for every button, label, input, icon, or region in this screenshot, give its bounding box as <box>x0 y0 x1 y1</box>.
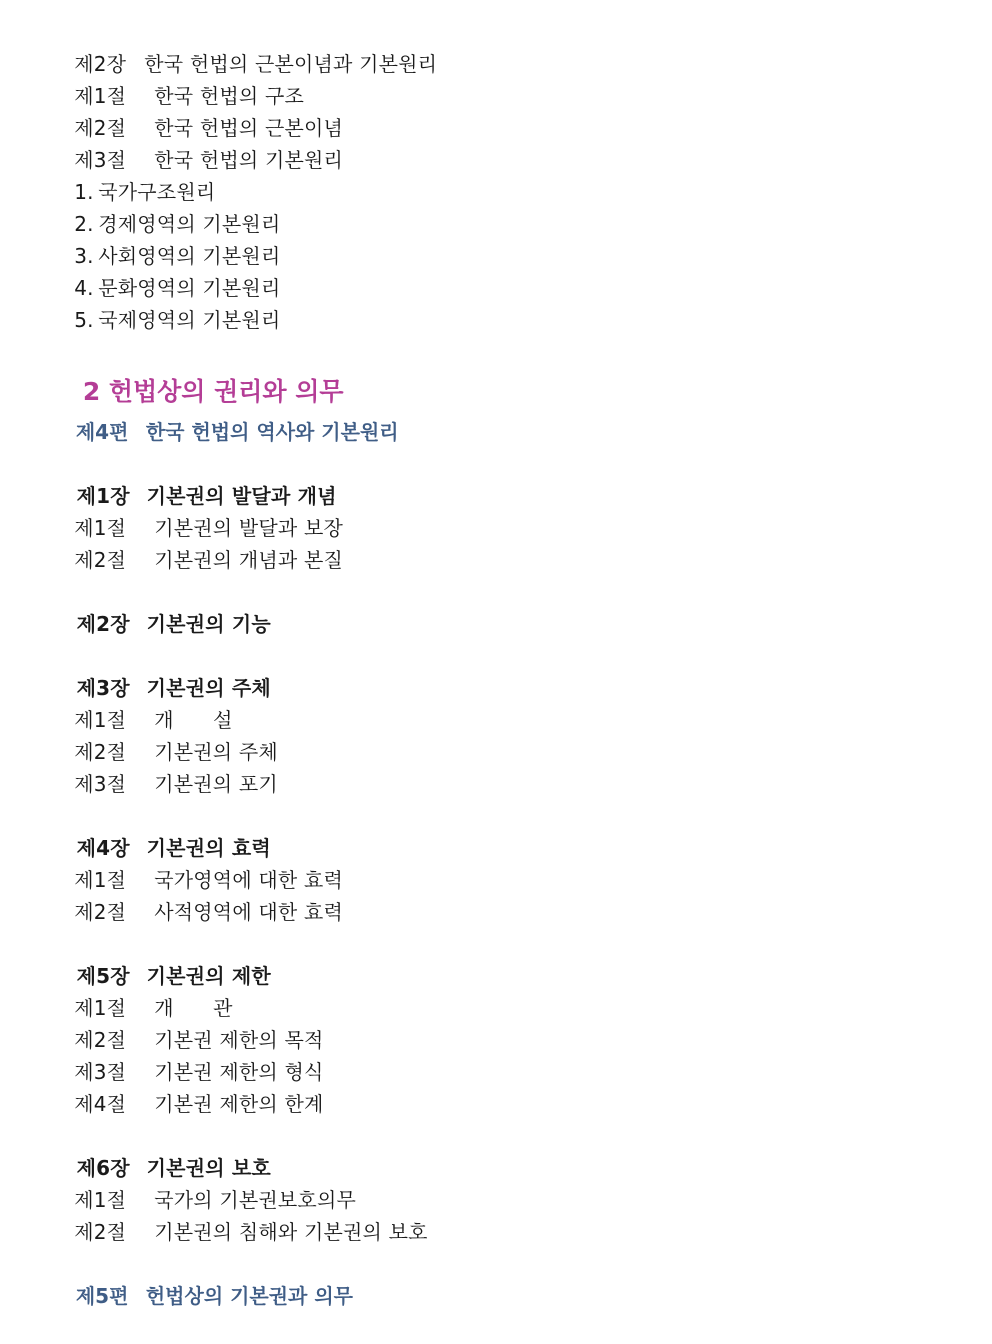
section-title: 한국 헌법의 구조 <box>154 84 304 108</box>
section-title: 기본권 제한의 한계 <box>154 1092 324 1116</box>
section-number: 제1절 <box>74 84 127 108</box>
chapter-heading <box>48 928 948 988</box>
table-of-contents <box>48 16 948 1308</box>
section-number: 제3절 <box>74 1060 127 1084</box>
chapter-title: 한국 헌법의 근본이념과 기본원리 <box>144 52 438 76</box>
list-number: 5. <box>74 308 94 332</box>
list-number: 4. <box>74 276 94 300</box>
list-number: 3. <box>74 244 94 268</box>
section-number: 제1절 <box>74 1188 127 1212</box>
section-title: 기본권의 침해와 기본권의 보호 <box>154 1220 428 1244</box>
big-heading-number: 2 <box>82 377 101 406</box>
chapter-title: 기본권의 보호 <box>146 1156 271 1180</box>
section-number: 제1절 <box>74 868 127 892</box>
section-title: 기본권의 주체 <box>154 740 278 764</box>
section-number: 제2절 <box>74 740 127 764</box>
chapter-title: 기본권의 발달과 개념 <box>146 484 337 508</box>
chapter-number: 제1장 <box>76 484 130 508</box>
section-title: 한국 헌법의 기본원리 <box>154 148 344 172</box>
section-title: 기본권 제한의 목적 <box>154 1028 324 1052</box>
section-number: 제2절 <box>74 1220 127 1244</box>
section-title: 사적영역에 대한 효력 <box>154 900 344 924</box>
part-number: 제4편 <box>75 420 129 444</box>
chapter-number: 제2장 <box>76 612 130 636</box>
part-number: 제5편 <box>75 1284 129 1308</box>
chapter-number: 제6장 <box>76 1156 130 1180</box>
section-title: 개 관 <box>154 996 233 1020</box>
chapter-heading <box>48 1120 948 1180</box>
list-title: 문화영역의 기본원리 <box>98 276 281 300</box>
chapter-heading <box>48 16 948 76</box>
part-title: 헌법상의 기본권과 의무 <box>145 1284 353 1308</box>
section-title: 국가의 기본권보호의무 <box>154 1188 356 1212</box>
section-title: 한국 헌법의 근본이념 <box>154 116 344 140</box>
section-number: 제1절 <box>74 996 127 1020</box>
part-title: 한국 헌법의 역사와 기본원리 <box>145 420 399 444</box>
section-title: 기본권의 발달과 보장 <box>154 516 344 540</box>
chapter-number: 제2장 <box>74 52 127 76</box>
list-title: 사회영역의 기본원리 <box>98 244 281 268</box>
section-number: 제2절 <box>74 900 127 924</box>
section-title: 기본권의 개념과 본질 <box>154 548 344 572</box>
list-title: 경제영역의 기본원리 <box>98 212 281 236</box>
section-number: 제2절 <box>74 1028 127 1052</box>
chapter-heading <box>48 640 948 700</box>
part-heading <box>48 1248 948 1308</box>
chapter-heading <box>48 800 948 860</box>
section-number: 제2절 <box>74 116 127 140</box>
section-number: 제3절 <box>74 148 127 172</box>
big-heading-title: 헌법상의 권리와 의무 <box>108 377 344 406</box>
section-title: 국가영역에 대한 효력 <box>154 868 344 892</box>
chapter-title: 기본권의 효력 <box>146 836 271 860</box>
list-number: 2. <box>74 212 94 236</box>
chapter-title: 기본권의 제한 <box>146 964 271 988</box>
list-title: 국가구조원리 <box>98 180 216 204</box>
section-number: 제3절 <box>74 772 127 796</box>
list-title: 국제영역의 기본원리 <box>98 308 281 332</box>
section-number: 제2절 <box>74 548 127 572</box>
chapter-number: 제4장 <box>76 836 130 860</box>
chapter-title: 기본권의 주체 <box>146 676 271 700</box>
section-number: 제1절 <box>74 516 127 540</box>
section-number: 제1절 <box>74 708 127 732</box>
chapter-heading <box>48 448 948 508</box>
section-title: 개 설 <box>154 708 233 732</box>
section-number: 제4절 <box>74 1092 127 1116</box>
list-number: 1. <box>74 180 94 204</box>
chapter-title: 기본권의 기능 <box>146 612 271 636</box>
section-title: 기본권 제한의 형식 <box>154 1060 324 1084</box>
chapter-number: 제5장 <box>76 964 130 988</box>
section-title: 기본권의 포기 <box>154 772 278 796</box>
chapter-number: 제3장 <box>76 676 130 700</box>
chapter-heading <box>48 576 948 636</box>
